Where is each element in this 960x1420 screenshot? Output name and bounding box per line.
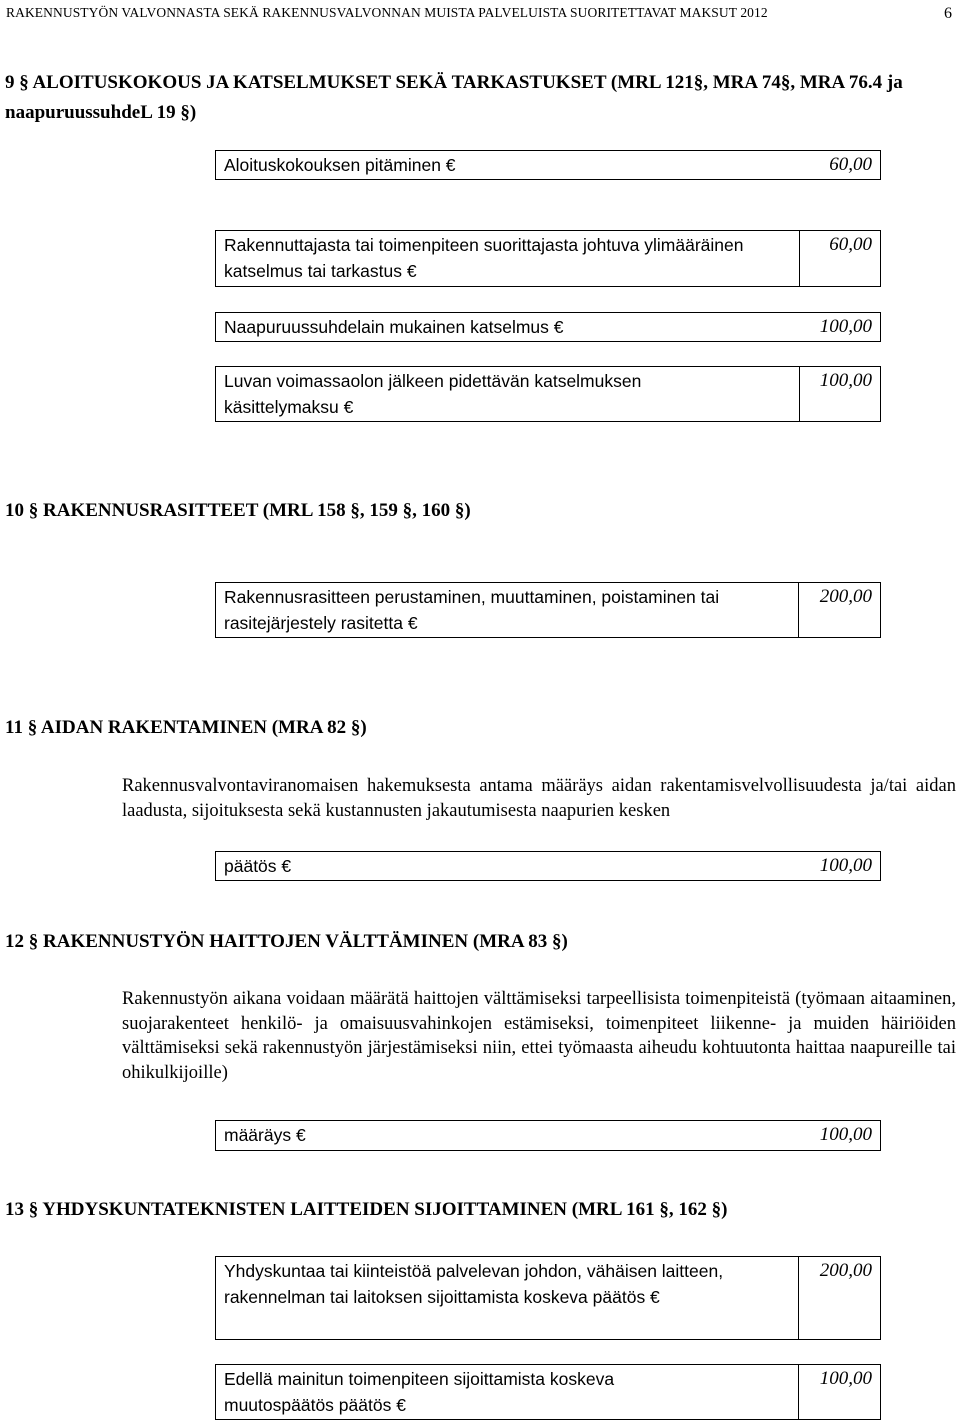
section-paragraph: Rakennusvalvontaviranomaisen hakemuksesta antama määräys aidan rakentamisvelvollisuudesta ja/tai aidan laadusta, sijoituksesta sekä kustannusten jakautumisesta naapurien kesken [122,776,956,821]
fee-amount: 100,00 [819,1124,872,1145]
page-header-title: RAKENNUSTYÖN VALVONNASTA SEKÄ RAKENNUSVALVONNAN MUISTA PALVELUISTA SUORITETTAVAT MAKSUT 2012 [6,5,768,20]
fee-label: Aloituskokouksen pitäminen € [224,155,456,175]
section-heading-10: 10 § RAKENNUSRASITTEET (MRL 158 §, 159 §, 160 §) [5,500,471,521]
fee-label: Naapuruussuhdelain mukainen katselmus € [224,317,564,337]
section-heading-11: 11 § AIDAN RAKENTAMINEN (MRA 82 §) [5,717,367,738]
fee-row [215,230,881,287]
fee-label: Edellä mainitun toimenpiteen sijoittamista koskeva muutospäätös päätös € [224,1369,615,1415]
fee-label: Rakennuttajasta tai toimenpiteen suorittajasta johtuva ylimääräinen katselmus tai tarkastus € [224,235,744,281]
fee-amount: 100,00 [819,1368,872,1389]
fee-row [215,1120,881,1151]
fee-row [215,150,881,180]
section-heading-13: 13 § YHDYSKUNTATEKNISTEN LAITTEIDEN SIJOITTAMINEN (MRL 161 §, 162 §) [5,1199,728,1220]
cell-divider [799,231,800,286]
fee-row [215,312,881,342]
section-heading-9: 9 § ALOITUSKOKOUS JA KATSELMUKSET SEKÄ TARKASTUKSET (MRL 121§, MRA 74§, MRA 76.4 ja naapuruussuhdeL 19 §) [5,72,903,123]
fee-row [215,1364,881,1420]
fee-row [215,366,881,422]
fee-label: Luvan voimassaolon jälkeen pidettävän katselmuksen käsittelymaksu € [224,371,642,417]
fee-label: Yhdyskuntaa tai kiinteistöä palvelevan johdon, vähäisen laitteen, rakennelman tai laitoksen sijoittamista koskeva päätös € [224,1261,724,1307]
fee-amount: 100,00 [819,316,872,337]
fee-row [215,582,881,638]
fee-amount: 60,00 [829,234,872,255]
fee-label: Rakennusrasitteen perustaminen, muuttaminen, poistaminen tai rasitejärjestely rasitetta € [224,587,720,633]
fee-amount: 100,00 [819,370,872,391]
page-number: 6 [944,5,952,22]
fee-label: päätös € [224,856,292,876]
cell-divider [798,1257,799,1339]
section-heading-12: 12 § RAKENNUSTYÖN HAITTOJEN VÄLTTÄMINEN (MRA 83 §) [5,931,568,952]
fee-amount: 100,00 [819,855,872,876]
cell-divider [799,367,800,421]
fee-amount: 200,00 [819,586,872,607]
section-paragraph: Rakennustyön aikana voidaan määrätä haittojen välttämiseksi tarpeellisista toimenpiteistä (työmaan aitaaminen, suojarakenteet henkilö- ja omaisuusvahinkojen estämiseksi, toimenpiteet liikenne- ja muiden häiriöiden välttämiseksi sekä rakennustyön järjestämiseksi niin, ettei työmaasta aiheudu kohtuutonta haittaa naapureille tai ohikulkijoille) [122,989,956,1083]
cell-divider [798,583,799,637]
fee-amount: 200,00 [819,1260,872,1281]
fee-row [215,1256,881,1340]
cell-divider [798,1365,799,1419]
fee-label: määräys € [224,1125,306,1145]
fee-row [215,851,881,881]
fee-amount: 60,00 [829,154,872,175]
